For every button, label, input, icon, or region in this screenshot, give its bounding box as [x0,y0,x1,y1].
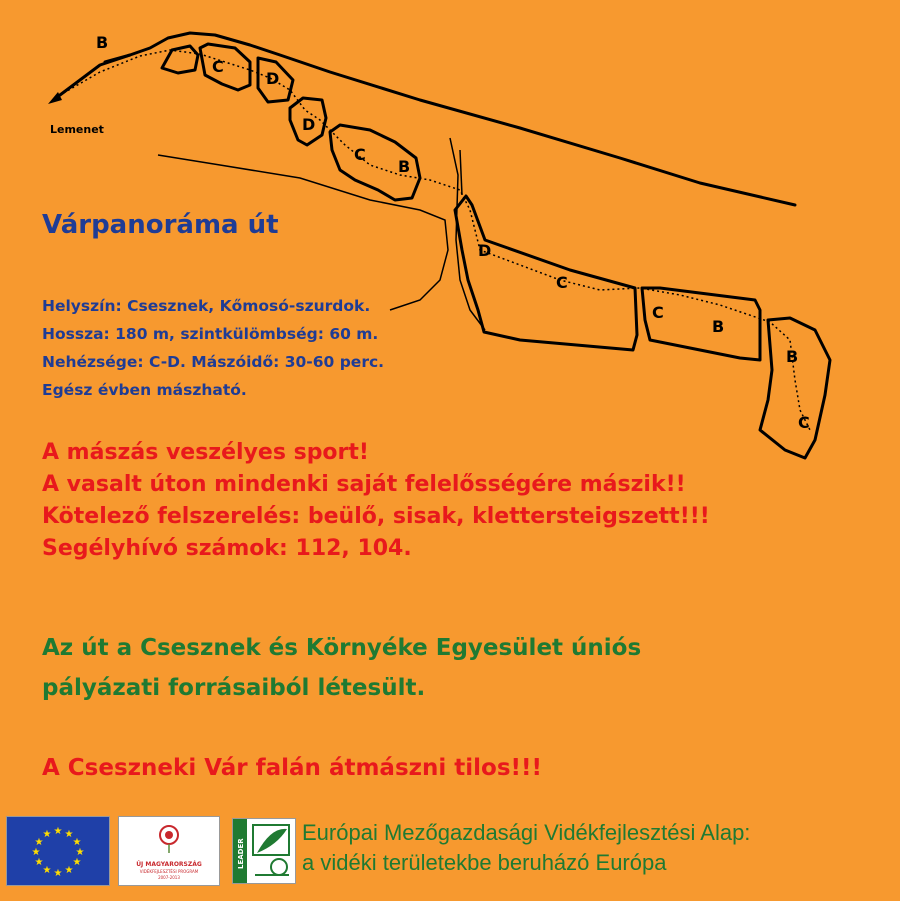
umvp-subtitle: VIDÉKFEJLESZTÉSI PROGRAM [139,869,199,874]
gorge-line-2 [450,138,485,330]
section-label: C [354,145,366,164]
leaf-icon [257,829,287,853]
eafrd-caption [302,818,750,878]
svg-text:★: ★ [72,857,82,868]
section-label: C [556,273,568,292]
info-location: Helyszín: Csesznek, Kőmosó-szurdok. [42,297,371,315]
leader-text: LEADER [237,838,245,869]
svg-text:★: ★ [64,829,74,840]
section-7 [642,288,760,360]
eu-flag-logo [6,816,110,886]
umvp-name: ÚJ MAGYARORSZÁG [136,861,202,868]
funding-line: Az út a Csesznek és Környéke Egyesület úniós [42,635,642,661]
sun-icon [271,859,287,875]
svg-text:★: ★ [42,829,52,840]
section-label: D [302,115,316,134]
svg-text:★: ★ [53,868,63,879]
prohibition-notice: A Cseszneki Vár falán átmászni tilos!!! [42,755,543,781]
section-label: C [652,303,664,322]
section-label: D [266,69,280,88]
umvp-years: 2007-2013 [158,875,180,880]
descent-label: Lemenet [50,123,104,136]
section-label: C [798,413,810,432]
section-label: B [786,347,799,366]
info-length: Hossza: 180 m, szintkülömbség: 60 m. [42,325,379,343]
svg-text:★: ★ [53,826,63,837]
svg-text:★: ★ [72,837,82,848]
safety-warnings [42,437,710,565]
warning-line: Kötelező felszerelés: beülő, sisak, klettersteigszett!!! [42,504,710,529]
svg-text:★: ★ [34,857,44,868]
eafrd-line: a vidéki területekbe beruházó Európa [302,850,667,875]
flower-icon [119,817,219,857]
eafrd-line: Európai Mezőgazdasági Vidékfejlesztési Alap: [302,820,751,845]
svg-text:★: ★ [75,847,85,858]
warning-line: A vasalt úton mindenki saját felelősségére mászik!! [42,472,686,497]
section-label: B [712,317,725,336]
section-8 [760,318,830,458]
svg-text:★: ★ [34,837,44,848]
info-difficulty: Nehézsége: C-D. Mászóidő: 30-60 perc. [42,353,385,371]
umvp-logo [118,816,220,886]
leader-logo [232,818,296,884]
section-label: B [398,157,411,176]
svg-text:★: ★ [31,847,41,858]
route-info [42,292,384,404]
svg-text:★: ★ [42,865,52,876]
section-label: B [96,33,109,52]
ridge-line [60,33,795,205]
info-season: Egész évben mászható. [42,381,247,399]
svg-text:★: ★ [64,865,74,876]
funding-line: pályázati forrásaiból létesült. [42,675,426,701]
section-label: D [478,241,492,260]
section-label: C [212,57,224,76]
funding-note [42,628,641,708]
warning-line: A mászás veszélyes sport! [42,440,369,465]
route-title: Várpanoráma út [42,210,279,240]
gorge-line-3 [460,150,462,195]
eu-stars-icon [7,817,109,885]
emergency-numbers: Segélyhívó számok: 112, 104. [42,536,412,561]
section-1 [162,46,198,73]
